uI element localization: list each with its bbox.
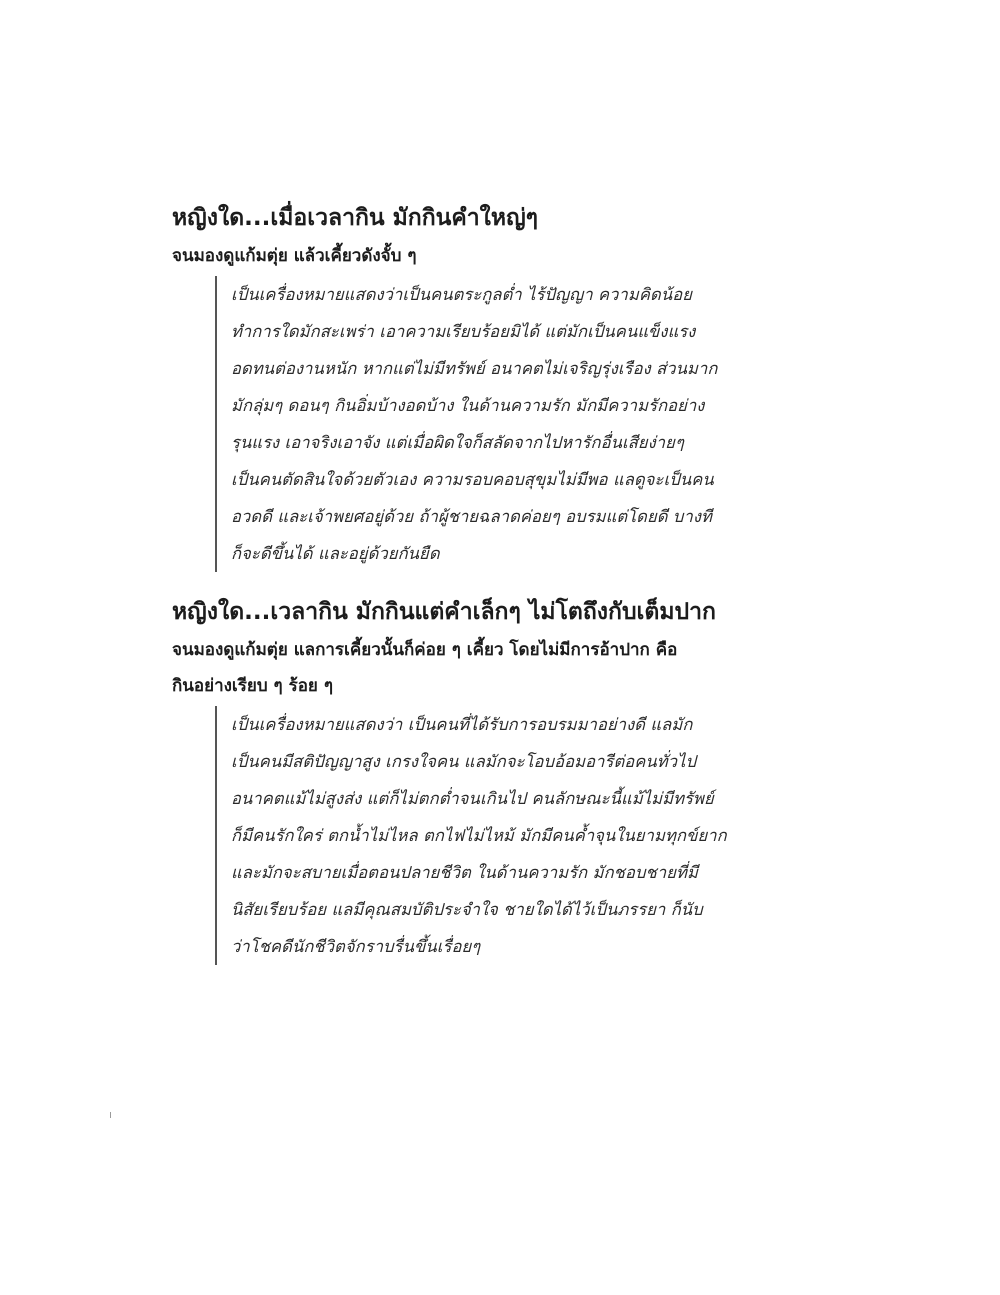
section-small-bites [172, 592, 792, 965]
body-line: ทำการใดมักสะเพร่า เอาความเรียบร้อยมิได้ แต่มักเป็นคนแข็งแรง [231, 322, 696, 341]
section-subheading-line: กินอย่างเรียบ ๆ ร้อย ๆ [172, 676, 333, 696]
body-line: และมักจะสบายเมื่อตอนปลายชีวิต ในด้านความรัก มักชอบชายที่มี [231, 863, 698, 882]
body-line: ก็มีคนรักใคร่ ตกน้ำไม่ไหล ตกไฟไม่ไหม้ มักมีคนค้ำจุนในยามทุกข์ยาก [231, 826, 727, 845]
section-subheading-line: จนมองดูแก้มตุ่ย แลการเคี้ยวนั้นก็ค่อย ๆ เคี้ยว โดยไม่มีการอ้าปาก คือ [172, 640, 678, 660]
body-line: เป็นคนมีสติปัญญาสูง เกรงใจคน แลมักจะโอบอ้อมอารีต่อคนทั่วไป [231, 752, 697, 771]
body-line: มักลุ่มๆ ดอนๆ กินอิ่มบ้างอดบ้าง ในด้านความรัก มักมีความรักอย่าง [231, 396, 705, 415]
body-line: รุนแรง เอาจริงเอาจัง แต่เมื่อผิดใจก็สลัดจากไปหารักอื่นเสียง่ายๆ [231, 433, 684, 452]
body-line: อดทนต่องานหนัก หากแต่ไม่มีทรัพย์ อนาคตไม่เจริญรุ่งเรือง ส่วนมาก [231, 359, 718, 378]
body-line: อนาคตแม้ไม่สูงส่ง แต่ก็ไม่ตกต่ำจนเกินไป คนลักษณะนี้แม้ไม่มีทรัพย์ [231, 789, 714, 808]
section-big-bites [172, 198, 792, 572]
section-body-quote [215, 276, 792, 572]
body-line: เป็นคนตัดสินใจด้วยตัวเอง ความรอบคอบสุขุมไม่มีพอ แลดูจะเป็นคน [231, 470, 714, 489]
section-body-quote [215, 706, 792, 965]
body-line: ก็จะดีขึ้นได้ และอยู่ด้วยกันยืด [231, 544, 440, 563]
section-heading: หญิงใด...เมื่อเวลากิน มักกินคำใหญ่ๆ [172, 205, 539, 231]
body-line: นิสัยเรียบร้อย แลมีคุณสมบัติประจำใจ ชายใดได้ไว้เป็นภรรยา ก็นับ [231, 900, 703, 919]
body-line: อวดดี และเจ้าพยศอยู่ด้วย ถ้าผู้ชายฉลาดค่อยๆ อบรมแต่โดยดี บางที [231, 507, 712, 526]
body-line: ว่าโชคดีนักชีวิตจักราบรื่นขึ้นเรื่อยๆ [231, 937, 481, 956]
section-heading: หญิงใด...เวลากิน มักกินแต่คำเล็กๆ ไม่โตถึงกับเต็มปาก [172, 599, 716, 625]
body-line: เป็นเครื่องหมายแสดงว่าเป็นคนตระกูลต่ำ ไร้ปัญญา ความคิดน้อย [231, 285, 692, 304]
section-subheading-line: จนมองดูแก้มตุ่ย แล้วเคี้ยวดังจั้บ ๆ [172, 246, 417, 266]
scan-speck [110, 1112, 111, 1118]
body-line: เป็นเครื่องหมายแสดงว่า เป็นคนที่ได้รับการอบรมมาอย่างดี แลมัก [231, 715, 693, 734]
